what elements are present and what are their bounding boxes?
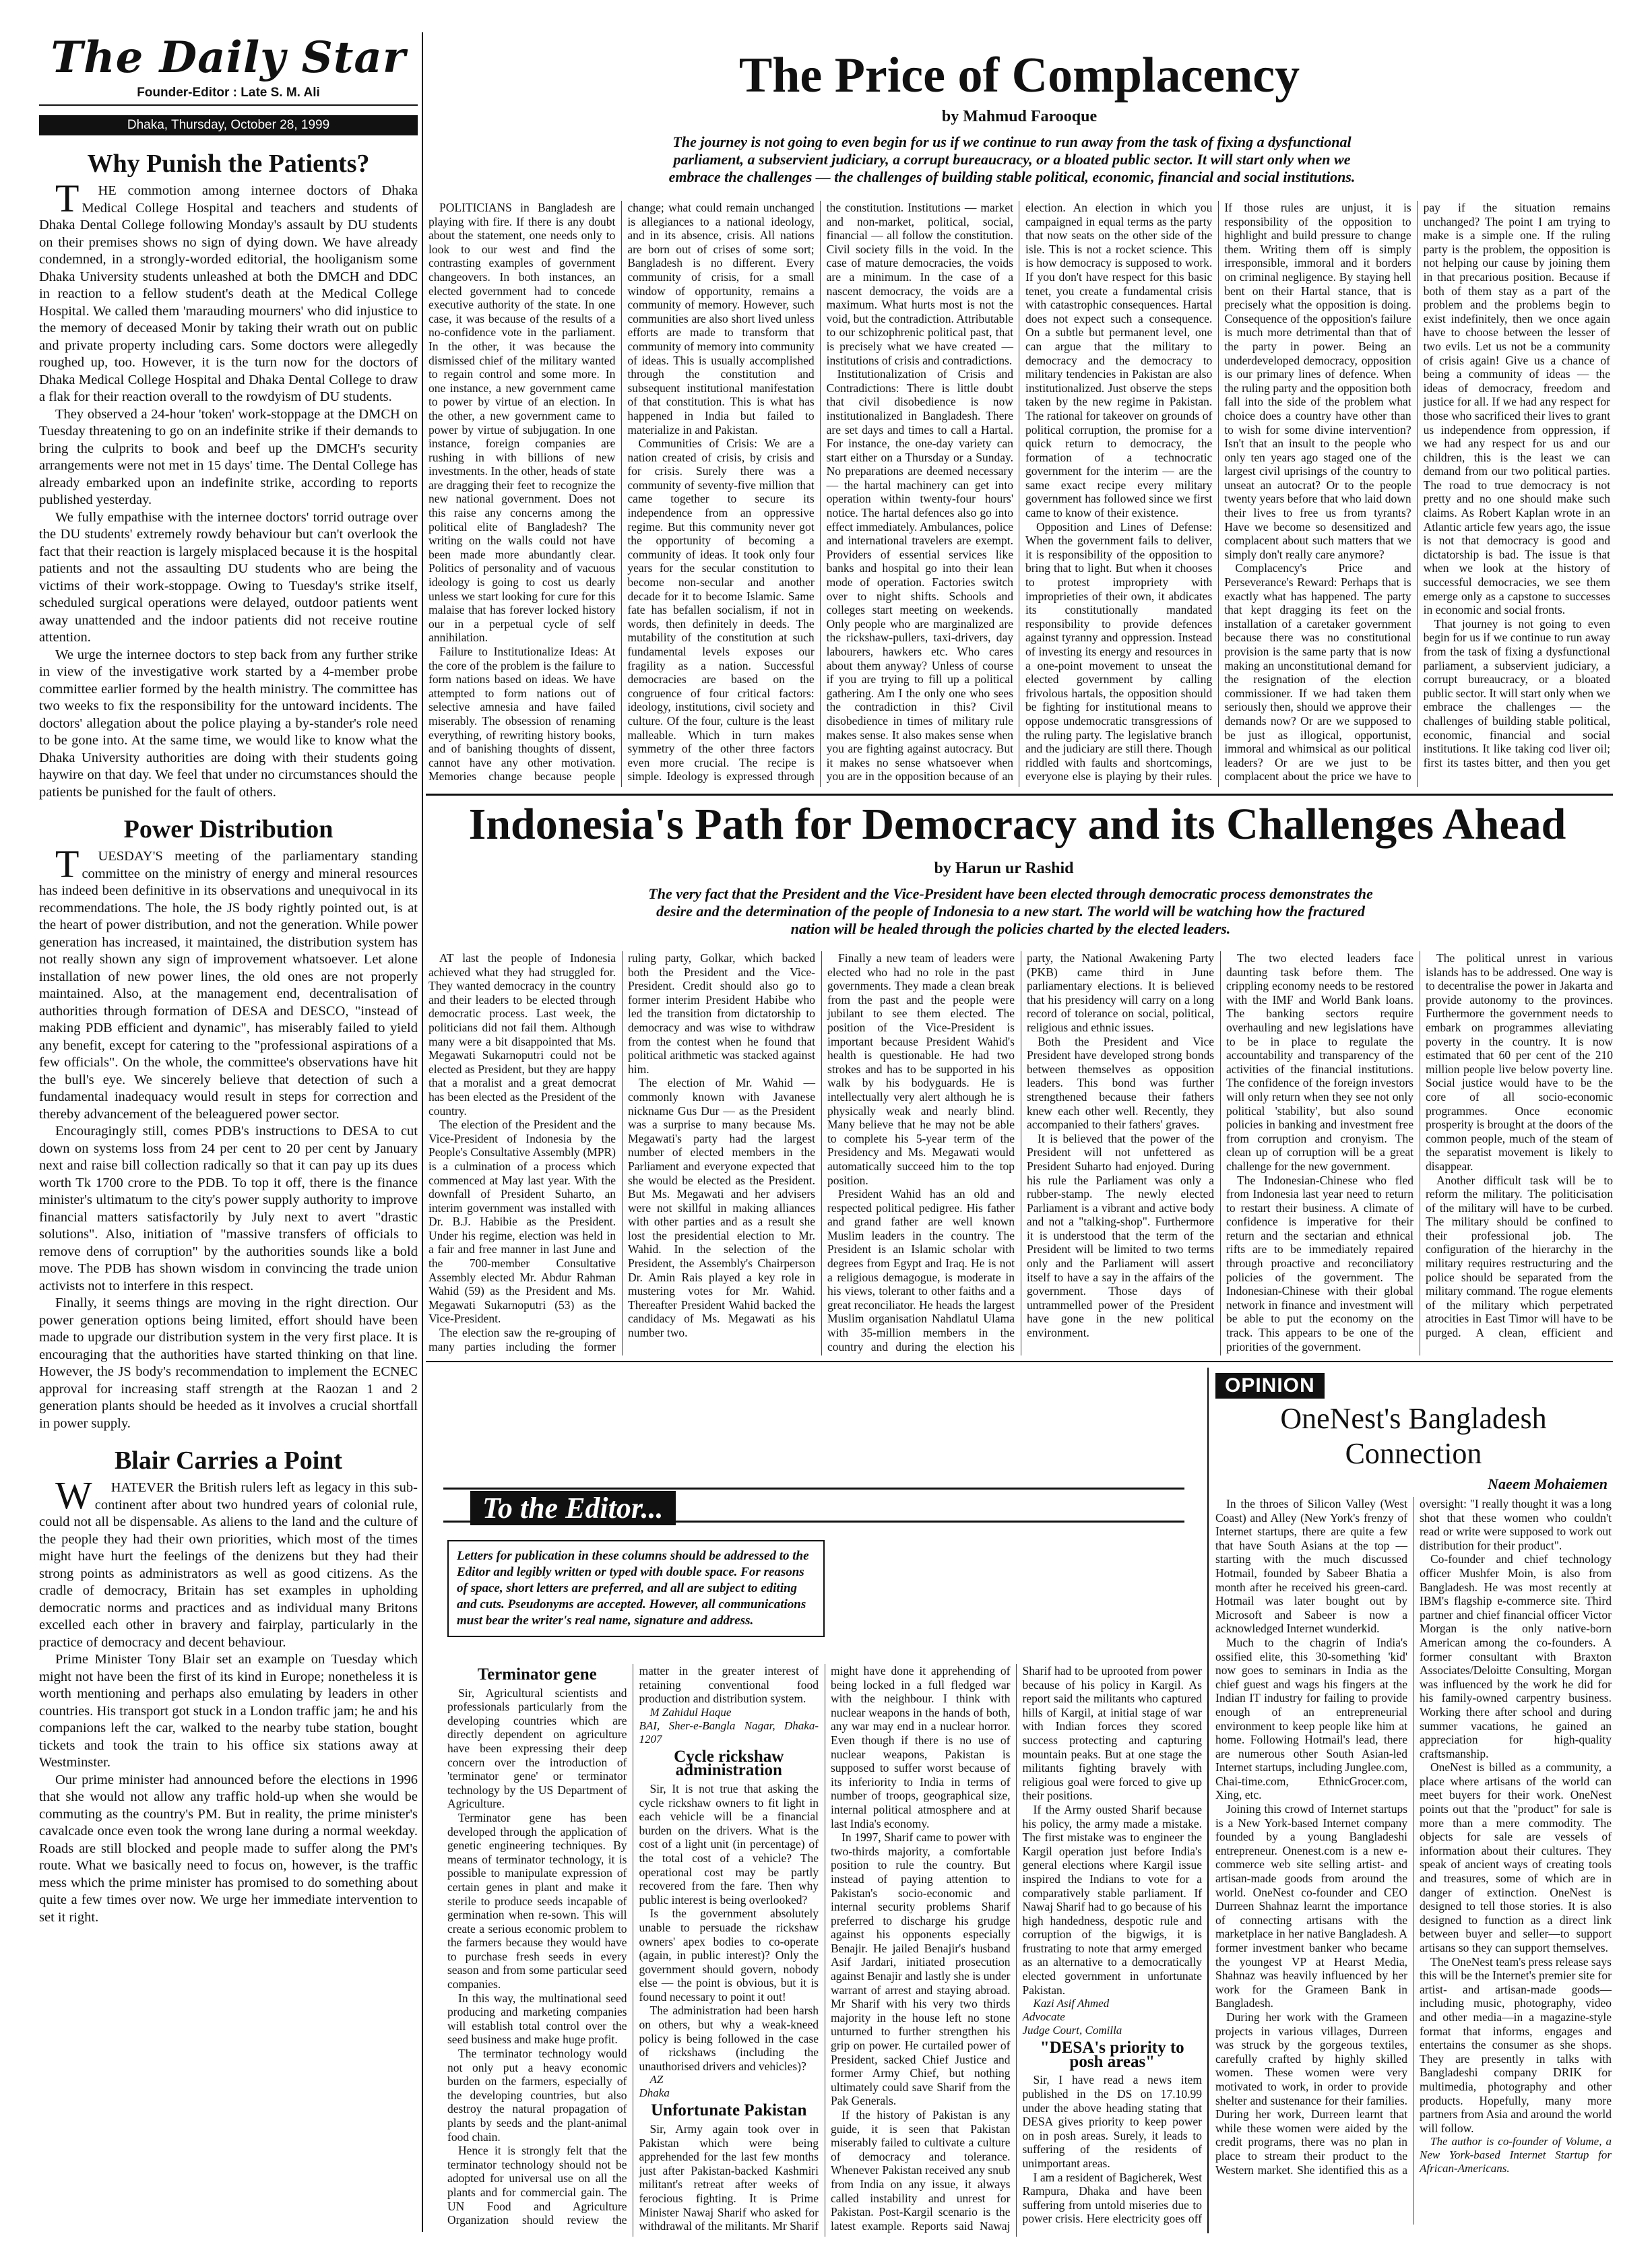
- editorial-paragraph: Encouragingly still, comes PDB's instructions to DESA to cut down on systems loss from 24 per cent to 20 per cent by January next and raise bill collection radically so that it can pay up its dues worth Tk 1700 crore to the PDB. To top it off, there is the finance minister's ultimatum to the city's power supply authority to improve financial matters satisfactorily by July next to avert "drastic solutions". Also, initiation of "massive transfers of officials to remove dens of corruption" by the authorities sounds like a bold move. The PDB has shown wisdom in convincing the trade union activists not to interfere in this respect.: [39, 1124, 418, 1294]
- letter-signature: Kazi Asif Ahmed Advocate Judge Court, Comilla: [1022, 1997, 1122, 2037]
- article-indonesia-body: [428, 951, 1613, 1355]
- article-paragraph: That journey is not going to even begin for us if we continue to run away from the task of fixing a dysfunctional parliament, a subservient judiciary, a corrupt bureaucracy, or a bloated public sector. It will start only when we embrace the challenges — the challenges of building stable political, economic, financial and social institutions. It like taking cod liver oil; first its tastes bitter, and then you get: [1423, 616, 1610, 769]
- article-paragraph: Another difficult task will be to reform the military. The politicisation of the military will have to be curbed. The military should be confined to their professional job. The configuration of the hierarchy in the military requires restructuring and the police should be separated from the military command. The rogue elements of the military which perpetrated atrocities in East Timor will have to be purged. A clean, efficient and: [1426, 1173, 1613, 1340]
- article-title: The Price of Complacency: [738, 48, 1300, 103]
- letter-paragraph: In this way, the multinational seed producing and marketing companies will establish total control over the seed business and make huge profit.: [447, 1991, 627, 2047]
- editorial-body: [39, 177, 418, 801]
- article-paragraph: AT last the people of Indonesia achieved what they had struggled for. They wanted democracy in the country and their leaders to be elected through democratic process. Last week, the politicians did not fail them. Although many were a bit disappointed that Ms. Megawati Sukarnoputri could not be elected as President, but they are happy that a moralist and a great democrat has been elected as the President of the country.: [428, 951, 616, 1118]
- editorial-paragraph: They observed a 24-hour 'token' work-stoppage at the DMCH on Tuesday threatening to go on an indefinite strike if their demands to bring the culprits to book and beef up the DMCH's security arrangements were not met in 15 days' time. The Dental College has already embarked upon an indefinite strike, according to reports published yesterday.: [39, 406, 418, 507]
- article-indonesia-byline: by Harun ur Rashid: [934, 860, 1074, 877]
- letter-paragraph: Sir, I have read a news item published in the DS on 17.10.99 under the above heading stating that DESA gives priority to keep power on in posh areas. Surely, it leads to suffering of the residents of unimportant areas.: [1022, 2073, 1202, 2170]
- article-body: [428, 201, 1610, 787]
- letter-title: Unfortunate Pakistan: [651, 2101, 807, 2120]
- opinion-author-note: The author is co-founder of Volume, a New York-based Internet Startup for African-Americans.: [1420, 2135, 1612, 2175]
- article-paragraph: OneNest is billed as a community, a place where artisans of the world can meet buyers for their work. OneNest points out that the "product" for sale is more than a mere commodity. The objects for sale are vessels of information about their cultures. They speak of ancient ways of creating tools and treasures, some of which are in danger of extinction. OneNest is designed to tell those stories. It is also designed to function as a direct link between buyer and seller—to support artisans so they can support themselves.: [1420, 1760, 1612, 1954]
- editorial-paragraph: WHATEVER the British rulers left as legacy in this sub-continent after about two hundred years of colonial rule, could not all be dispensable. As aliens to the land and the culture of the people they had their own priorities, which most of the times might have hurt the feelings of the denizens but they had their strong points as administrators as well as good citizens. As the cradle of democracy, Britain has set examples in upholding democratic norms and practices and as individual many Britons excelled each other in bravery and fairplay, particularly in the practice of democracy and decent behaviour.: [39, 1473, 418, 1650]
- letter-paragraph: Hence it is strongly felt that the terminator technology should not be adopted for universal use on all the plants and for commercial gain. The UN Food and Agriculture Organization should review the matter in the greater interest of retaining conventional food production and distribution system.: [447, 1664, 819, 2227]
- article-indonesia-title: Indonesia's Path for Democracy and its Challenges Ahead: [468, 800, 1566, 849]
- article-paragraph: Opposition and Lines of Defense: When the government fails to deliver, it is responsibility of the opposition to bring that to light. But when it chooses to protest impropriety with improprieties of their own, it abdicates its constitutionally mandated responsibility to provide defences against tyranny and oppression. Instead of investing its energy and resources in a one-point movement to unseat the elected government by calling frivolous hartals, the opposition should be fighting for institutional means to oppose undemocratic transgressions of the ruling party. The legislative branch and the judiciary are still there. Though riddled with faults and shortcomings, everyone else is playing by their rules. If those rules are unjust, it is responsibility of the opposition to highlight and build pressure to change them. Writing them off is simply irresponsible, immoral and it borders on criminal negligence. By staying hell bent on their Hartal stance, that is precisely what the opposition is doing. Consequence of the opposition's failure is much more detrimental than that of the party in power. Being an underdeveloped democracy, opposition is our primary lines of defence. When the ruling party and the opposition both fall into the side of the problem what choice does a country have other than to wish for some divine intervention? Isn't that an insult to the people who only ten years ago staged one of the largest civil uprisings of the country to unseat an autocrat? Or to the people twenty years before that who laid down their lives to free us from tyrants? Have we become so desensitized and complacent about such matters that we simply don't really care anymore?: [1025, 201, 1411, 784]
- article-paragraph: It is believed that the power of the President will not unfettered as President Suharto had enjoyed. During his rule the Parliament was only a rubber-stamp. The newly elected Parliament is a vibrant and active body and not a "talking-shop". Furthermore it is understood that the term of the President will be limited to two terms only and the Parliament will assert itself to have a say in the affairs of the government. Those days of untrammelled power of the President have gone in the new political environment.: [1027, 1131, 1214, 1340]
- article-paragraph: Communities of Crisis: We are a nation created of crisis, by crisis and for crisis. Surely there was a community of seventy-five million that came together to secure its independence from an oppressive regime. But this community never got the opportunity of becoming a community of ideas. It took only four years for the secular constitution to become non-secular and another decade for it to become Islamic. Same fate has befallen socialism, if not in words, then definitely in deeds. The mutability of the constitution at such fundamental levels exposes our fragility as a nation. Successful democracies are based on the congruence of four critical factors: ideology, institutions, civil society and culture. Of the four, culture is the least malleable. Which in turn makes symmetry of the other three factors even more crucial. The recipe is simple. Ideology is expressed through the constitution. Institutions — market and non-market, political, social, financial — all follow the constitution. Civil society fills in the void. In the case of mature democracies, the voids are a minimum. In the case of a nascent democracy, the voids are a maximum. What hurts most is not the void, but the contradiction. Attributable to our schizophrenic political past, that is precisely what we have created — institutions of crisis and contradictions.: [627, 201, 1013, 784]
- article-paragraph: The two elected leaders face daunting task before them. The crippling economy needs to be restored with the IMF and World Bank loans. The banking sectors require overhauling and new legislations have to be in place to regulate the accountability and transparency of the activities of the financial institutions. The confidence of the foreign investors will only return when they see not only political 'stability', but also sound policies in banking and investment free from corruption and cronyism. The clean up of corruption will be a great challenge for the new government.: [1226, 951, 1413, 1173]
- editorial-title: Power Distribution: [123, 815, 333, 843]
- editorials: [39, 149, 418, 1926]
- editorial-paragraph: Prime Minister Tony Blair set an example on Tuesday which might not have been the first of its kind in Europe; nonetheless it is worth mentioning and perhaps also emulating by leaders in other countries. His transport got stuck in a London traffic jam; he and his companions left the car, walked to the nearby tube station, bought tickets and took the train to his office six stations away at Westminster.: [39, 1652, 418, 1770]
- letters-body: [447, 1664, 1202, 2237]
- opinion-section: [1215, 1373, 1612, 2233]
- article-paragraph: Institutionalization of Crisis and Contradictions: There is little doubt that civil disobedience is now institutionalized in Bangladesh. There are set days and times to call a Hartal. For instance, the one-day variety can start either on a Thursday or a Sunday. No preparations are deemed necessary — the hartal machinery can get into operation within twenty-four hours' notice. The hartal defences also go into effect immediately. Ambulances, police and international travelers are exempt. Providers of essential services like banks and hospital go into their lean mode of operation. Factories switch over to night shifts. Schools and colleges start meeting on weekends. Only people who are marginalized are the rickshaw-pullers, taxi-drivers, day labourers, hawkers etc. Who cares about them anyway? Unless of course if you are trying to fill up a political gathering. Am I the only one who sees the contradiction in this? Civil disobedience in times of military rule makes sense. It also makes sense when you are fighting against autocracy. But it makes no sense whatsoever when you are in the opposition because of an election. An election in which you campaigned in equal terms as the party that now seats on the other side of the isle. This is not a rocket science. This is how democracy is supposed to work. If you don't have respect for this basic tenet, you create a fundamental crisis with catastrophic consequences. Hartal does not expect such a consequence. On a subtle but permanent level, one can argue that the military to democracy and the democracy to military tendencies in Pakistan are also institutionalized. Just observe the steps taken by the new regime in Pakistan. The rational for takeover on grounds of political corruption, the promise for a quick return to democracy, the formation of a technocratic government for the interim — are the same exact recipe every military government has followed since we first came to know of their existence.: [826, 201, 1213, 784]
- article-paragraph: The election of the President and the Vice-President of Indonesia by the People's Consultative Assembly (MPR) is a culmination of a process which commenced at May last year. With the downfall of President Suharto, an interim government was installed with Dr. B.J. Habibie as the President. Under his regime, election was held in a fair and free manner in last June and the 700-member Consultative Assembly elected Mr. Abdur Rahman Wahid (59) as the President and Ms. Megawati Sukarnoputri (53) as the Vice-President.: [428, 1118, 616, 1326]
- article-paragraph: The Indonesian-Chinese who fled from Indonesia last year need to return to restart their business. A climate of confidence is imperative for their return and the sectarian and ethnical rifts are to be immediately repaired through proactive and reconciliatory policies of the government. The Indonesian-Chinese with their global network in finance and investment will be able to put the economy on the track. This appears to be one of the priorities of the government.: [1226, 1173, 1413, 1353]
- masthead: [39, 32, 418, 106]
- article-paragraph: Much to the chagrin of India's ossified elite, this 30-something 'kid' now goes to seminars in India as the chief guest and wags his fingers at the Indian IT industry for failing to provide enough of an entrepreneurial environment to keep people like him at home. Following Hotmail's lead, there are numerous other South Asian-led Internet startups, including Junglee.com, Chai-time.com, EthnicGrocer.com, Xing, etc.: [1215, 1635, 1407, 1802]
- letter-paragraph: I am a resident of Bagicherek, West Rampura, Dhaka and have been suffering from untold miseries due to power crisis. Here electricity goes off: [1022, 2170, 1202, 2226]
- article-paragraph: During her work with the Grameen projects in various villages, Durreen was struck by the gorgeous textiles, carefully crafted by highly skilled women. These women were very motivated to work, in order to provide shelter and sustenance for their families. During her work, Durreen learnt that while these women were aided by the credit programs, there was no plan in place to stream their product to the Western market. She identified this as a oversight: "I really thought it was a long shot that these women who couldn't read or write were supposed to work out distribution for their product".: [1215, 1497, 1612, 2177]
- letter-paragraph: In 1997, Sharif came to power with two-thirds majority, a comfortable position to rule the country. But instead of paying attention to Pakistan's socio-economic and internal security problems Sharif preferred to discharge his grudge against his opponents especially Benajir. He jailed Benajir's husband Asif Jardari, initiated prosecution against Benajir and lastly she is under warrant of arrest and staying abroad. Mr Sharif with his very two thirds majority in the house left no stone unturned to further strengthen his grip on power. He curtailed power of President, sacked Chief Justice and former Army Chief, but nothing ultimately could save Sharif from the Pak Generals.: [831, 1830, 1011, 2108]
- article-paragraph: Finally a new team of leaders were elected who had no role in the past governments. They made a clean break from the past and the people were jubilant to see them elected. The position of the Vice-President is important because President Wahid's health is questionable. He had two strokes and has to be supported in his walk by his bodyguards. He is intellectually very alert although he is physically weak and nearly blind. Many believe that he may not be able to complete his 5-year term of the Presidency and Ms. Megawati would automatically succeed him to the top position.: [827, 951, 1015, 1187]
- letter-paragraph: The terminator technology would not only put a heavy economic burden on the farmers, especially of the developing countries, but also destroy the natural propagation of plants by seeds and the plant-animal food chain.: [447, 2047, 627, 2144]
- letter-signature: AZ Dhaka: [639, 2073, 670, 2100]
- letters-notice: Letters for publication in these columns should be addressed to the Editor and legibly written or typed with double space. For reasons of space, short letters are preferred, and all are subject to editing and cuts. Pseudonyms are accepted. However, all communications must bear the writer's real name, signature and address.: [447, 1540, 825, 1637]
- letter-paragraph: The administration had been harsh on others, but why a weak-kneed policy is being followed in the case of rickshaws (including the unauthorised drivers and vehicles)?: [639, 2004, 819, 2073]
- editorial-paragraph: THE commotion among internee doctors of Dhaka Medical College Hospital and teachers and students of Dhaka Dental College following Monday's assault by DU students on their premises shows no sign of dying down. We have already condemned, in a strongly-worded editorial, the hooliganism some Dhaka University students unleashed at both the DMCH and DDC in reaction to a fellow student's death at the Medical College Hospital. We called them 'marauding mourners' who did injustice to the memory of deceased Monir by taking their wrath out on public and private property including cars. Some doctors were allegedly roughed up, too. However, it is the turn now for the doctors of Dhaka Medical College Hospital and Dhaka Dental College to draw a flak for their reaction overall to the rowdyism of DU students.: [39, 177, 418, 404]
- article-paragraph: The OneNest team's press release says this will be the Internet's premier site for artist- and artisan-made goods—including music, photography, video and other media—in a magazine-style format that informs, engages and entertains the consumer as she shops. They are presently in talks with Bangladeshi company DRIK for multimedia, photography and other products. Hopefully, many more partners from Asia and around the world will follow.: [1420, 1954, 1612, 2135]
- editorial-body: [39, 842, 418, 1432]
- article-price-of-complacency: [426, 32, 1613, 790]
- article-indonesia-deck: The very fact that the President and the Vice-President have been elected through democratic process demonstrates the desire and the determination of the people of Indonesia to a new start. The world will be watching how the fractured nation will be healed through the policies charted by the elected leaders.: [648, 885, 1373, 937]
- article-paragraph: The election of Mr. Wahid — commonly known with Javanese nickname Gus Dur — as the President was a surprise to many because Ms. Megawati's party had the largest number of elected members in the Parliament and everyone expected that she would be elected as the President. But Ms. Megawati and her advisers were not skillful in making alliances with other parties and as a result she lost the presidential election to Mr. Wahid. In the selection of the President, the Assembly's Chairperson Dr. Amin Rais played a key role in mustering votes for Mr. Wahid. Thereafter President Wahid backed the candidacy of Ms. Megawati as his number two.: [628, 1076, 815, 1340]
- letter-paragraph: Sir, Army again took over in Pakistan which were being apprehended for the last few months just after Pakistan-backed Kashmiri militant's retreat after weeks of ferocious fighting. It is Prime Minister Nawaj Sharif who asked for withdrawal of the militants. Mr Sharif might have done it apprehending of being locked in a full fledged war with the neighbour. I think with nuclear weapons in the hands of both, any war may end in a nuclear horror. Even though if there is no use of nuclear weapons, Pakistan is supposed to suffer worst because of its inferiority to India in terms of number of troops, geographical size, internal political atmosphere and at last India's economy.: [639, 1664, 1011, 2233]
- opinion-body: [1215, 1497, 1612, 2225]
- article-paragraph: The election saw the re-grouping of many parties including the former ruling party, Golkar, which backed both the President and the Vice-President. Credit should also go to former interim President Habibe who led the transition from dictatorship to democracy and was wise to withdraw from the contest when he found that political arithmetic was stacked against him.: [428, 951, 815, 1353]
- editorial-paragraph: We urge the internee doctors to step back from any further strike in view of the investigative work started by a 4-member probe committee earlier formed by the health ministry. The committee has two weeks to fix the responsibility for the untoward incidents. The doctors' allegation about the police playing a by-stander's role need to be gone into. At the same time, we would like to know what the Dhaka University authorities are doing with their students going haywire on that day. We feel that under no circumstances should the patients be punished for the fault of others.: [39, 647, 418, 800]
- letter-paragraph: Sir, Agricultural scientists and professionals particularly from the developing countries which are directly dependent on agriculture have been expressing their deep concern over the introduction of 'terminator gene' or terminator technology by the US Department of Agriculture.: [447, 1686, 627, 1811]
- letter-paragraph: Is the government absolutely unable to persuade the rickshaw owners' apex bodies to co-operate (again, in public interest)? Only the government should govern, nobody else — the point is obvious, but it is found necessary to point it out!: [639, 1907, 819, 2004]
- article-paragraph: Joining this crowd of Internet startups is a New York-based Internet company founded by a young Bangladeshi entrepreneur. Onenest.com is a new e-commerce web site selling artist- and artisan-made goods from around the world. OneNest co-founder and CEO Durreen Shahnaz learnt the importance of connecting artisans with the marketplace in her native Bangladesh. A former investment banker who became the youngest VP at Hearst Media, Shahnaz was heavily influenced by her work for the Grameen Bank in Bangladesh.: [1215, 1802, 1407, 2010]
- article-paragraph: Failure to Institutionalize Ideas: At the core of the problem is the failure to form nations based on ideas. We have attempted to form nations out of selective amnesia and have failed miserably. The obsession of renaming everything, of rewriting history books, and of banishing thoughts of dissent, cannot have any other motivation. Memories change because people change; what could remain unchanged is allegiances to a national ideology, and in its absence, crisis. All nations are born out of crises of some sort; Bangladesh is no different. Every community of crisis, for a small window of opportunity, remains a community of memory. However, such communities are also short lived unless efforts are made to transform that community of memory into community of ideas. This is usually accomplished through the constitution and subsequent institutional manifestation of that constitution. This is what has happened in India but failed to materialize in and Pakistan.: [428, 201, 815, 784]
- newspaper-name: The Daily Star: [51, 32, 406, 83]
- editorial-paragraph: Finally, it seems things are moving in the right direction. Our power generation options being limited, effort should have been made to upgrade our distribution system in the very first place. It is encouraging that the authorities have started thinking on that line. However, the JS body's recommendation to implement the ECNEC approval for increasing staff strength at the Raozan 1 and 2 generation plants should be heeded as it involves a crucial shortfall in power supply.: [39, 1296, 418, 1431]
- editorial-column: [39, 32, 418, 2232]
- article-paragraph: Both the President and Vice President have developed strong bonds between themselves as opposition leaders. This bond was further strengthened because their fathers knew each other well. Recently, they accompanied to their fathers' graves.: [1027, 1034, 1214, 1132]
- article-paragraph: President Wahid has an old and respected political pedigree. His father and grand father are well known Muslim leaders in the country. The President is an Islamic scholar with degrees from Egypt and Iraq. He is not a religious demagogue, is moderate in his views, tolerant to other faiths and a great reconciliator. He heads the largest Muslim organisation Nahdlatul Ulama with 35-million members in the country and during the election his party, the National Awakening Party (PKB) came third in June parliamentary elections. It is believed that his presidency will carry on a long record of tolerance on social, political, religious and ethnic issues.: [827, 951, 1214, 1353]
- section-rule-2: [426, 1361, 1613, 1362]
- founder-line: Founder-Editor : Late S. M. Ali: [137, 86, 320, 100]
- letter-title: Terminator gene: [477, 1665, 597, 1684]
- opinion-title: OneNest's Bangladesh Connection: [1280, 1402, 1547, 1470]
- column-rule: [422, 32, 423, 2232]
- editorial-title: Blair Carries a Point: [114, 1446, 343, 1475]
- letter-paragraph: Sir, It is not true that asking the cycle rickshaw owners to fit light in each vehicle will be a financial burden on the drivers. What is the cost of a light unit (in percentage) of the total cost of a vehicle? The operational cost may be partly recovered from the fare. Then why public interest is being overlooked?: [639, 1781, 819, 1907]
- article-byline: by Mahmud Farooque: [941, 108, 1098, 125]
- letters-banner: [443, 1488, 1184, 1523]
- article-paragraph: Co-founder and chief technology officer Mushfer Moin, is also from Bangladesh. He was most recently at IBM's flagship e-commerce site. Third partner and chief financial officer Victor Morgan is the only native-born American among the co-founders. A former consultant with Braxton Associates/Deloitte Consulting, Morgan was influenced by the work he did for his family-owned carpentry business. Working there after school and during summer vacations, he gained an appreciation for high-quality craftsmanship.: [1420, 1552, 1612, 1760]
- article-paragraph: In the throes of Silicon Valley (West Coast) and Alley (New York's frenzy of Internet startups, there are quite a few that have South Asians at the top — starting with the much discussed Hotmail, founded by Sabeer Bhatia a month after he received his green-card. Hotmail was later bought out by Microsoft and Sabeer is now a acknowledged Internet wunderkid.: [1215, 1497, 1407, 1636]
- opinion-tag: OPINION: [1215, 1373, 1325, 1399]
- editorial-title: Why Punish the Patients?: [87, 150, 370, 178]
- opinion-rule: [1207, 1368, 1209, 2233]
- letters-banner-label: To the Editor...: [470, 1491, 676, 1525]
- editorial-paragraph: Our prime minister had announced before the elections in 1996 that she would not allow any traffic hold-up when she would be commuting as the country's PM. But in reality, the prime minister's cavalcade once even took the wrong lane during a normal weekday. Roads are still blocked and people made to suffer along the PM's route. What we basically need to focus on, however, is the traffic mess which the prime minister has promised to do something about quite a few times over now. We urge her immediate intervention to set it right.: [39, 1772, 418, 1925]
- editorial-paragraph: We fully empathise with the internee doctors' torrid outrage over the DU students' extremely rowdy behaviour but can't overlook the fact that their reaction is largely misplaced because it is the hospital patients and not the assaulting DU students who are being the victims of their work-stoppage. Owing to Tuesday's strike itself, scheduled surgical operations were delayed, outdoor patients went away unattended and the indoor patients did not receive routine attention.: [39, 509, 418, 645]
- letter-paragraph: Terminator gene has been developed through the application of genetic engineering techniques. By means of terminator technology, it is possible to manipulate expression of certain genes in plant and make it sterile to produce seeds incapable of germination when re-sown. This will create a serious economic problem to the farmers because they would have to purchase fresh seeds in every season and from some particular seed companies.: [447, 1810, 627, 1991]
- article-paragraph: POLITICIANS in Bangladesh are playing with fire. If there is any doubt about the statement, one needs only to look to our west and find the contrasting examples of government changeovers. In both instances, an elected government had to concede executive authority of the state. In one case, it was because of the results of a no-confidence vote in the parliament. In the other, it was because the dismissed chief of the military wanted to regain control and some more. In one instance, a new government came to power by virtue of an election. In the other, a new government came to power by virtue of subjugation. In one instance, foreign companies are rushing in with billions of new investments. In the other, heads of state are dragging their feet to recognize the new national government. Does not this raise any concerns among the political elite of Bangladesh? The writing on the walls could not have been made more abundantly clear. Politics of personality and of vacuous ideology is going to cost us dearly unless we start looking for cure for this malaise that has forever locked history our in a perpetual cycle of self annihilation.: [428, 201, 616, 645]
- article-paragraph: Complacency's Price and Perseverance's Reward: Perhaps that is exactly what has happened. The party that kept dragging its feet on the installation of a caretaker government because there was no constitutional provision is the same party that is now making an unconstitutional demand for the resignation of the election commissioner. If we had taken them seriously then, should we approve their demands now? Or are we supposed to be just as illogical, opportunist, immoral and whimsical as our political leaders? Or are we just to be complacent about the price we have to pay if the situation remains unchanged? The point I am trying to make is a simple one. If the ruling party is the problem, the opposition is not helping our cause by joining them in that precarious position. Because if both of them stay as a part of the problem and the problems begin to exist indefinitely, then we once again have to choose between the lesser of two evils. Let us not be a community of crisis again! Give us a chance of being a community of ideas — the ideas of democracy, freedom and justice for all. If we had any respect for those who sacrificed their lives to grant us independence from oppression, if we had any respect for us and our children, this is the least we can demand from our two political parties. The road to true democracy is not pretty and no one should make such claims. As Robert Kaplan wrote in an Atlantic article few years ago, the issue is not that democracy is good and dictatorship is bad. The issue is that when we look at the history of successful democracies, we see them emerge only as a capstone to successes in economic and social fronts.: [1224, 201, 1610, 784]
- letter-paragraph: If the Army ousted Sharif because his policy, the army made a mistake. The first mistake was to engineer the Kargil operation just before India's general elections where Kargil issue inspired the Indians to vote for a comparatively stable parliament. If Nawaj Sharif had to go because of his high handedness, despotic rule and corruption of the bigwigs, it is frustrating to note that army emerged as an alternative to a democratically elected government in unfortunate Pakistan.: [1022, 1802, 1202, 1997]
- section-rule: [426, 794, 1613, 796]
- letter-title: "DESA's priority to posh areas": [1040, 2039, 1184, 2071]
- article-deck: The journey is not going to even begin for us if we continue to run away from the task of fixing a dysfunctional parliament, a subservient judiciary, a corrupt bureaucracy, or a bloated public sector. It will start only when we embrace the challenges — the challenges of building stable political, economic, financial and social institutions.: [668, 133, 1356, 185]
- editorial-body: [39, 1473, 418, 1926]
- letter-signature: M Zahidul Haque BAI, Sher-e-Bangla Nagar, Dhaka-1207: [639, 1705, 819, 1746]
- article-paragraph: The political unrest in various islands has to be addressed. One way is to decentralise the power in Jakarta and provide autonomy to the provinces. Furthermore the government needs to embark on programmes alleviating poverty in the country. It is now estimated that 60 per cent of the 210 million people live below poverty line. Social justice would have to be the core of all socio-economic programmes. Once economic prosperity is brought at the doors of the common people, much of the steam of the separatist movement is likely to disappear.: [1426, 951, 1613, 1173]
- editorial-paragraph: TUESDAY'S meeting of the parliamentary standing committee on the ministry of energy and mineral resources has indeed been definitive in its observations and unequivocal in its recommendations. The hole, the JS body rightly pointed out, is at the heart of power distribution, and not the generation. While power generation has increased, it maintained, the distribution system has not really shown any sign of improvement whatsoever. Let alone installation of new power lines, the old ones are not properly maintained. Also, at the management end, decentralisation of authorities through formation of DESA and DESCO, "instead of making PDB efficient and dynamic", has miserably failed to yield any benefit, except for catering to the "professional aspirations of a few officials". On the whole, the committee's observations have hit the bull's eye. We sincerely believe that detection of such a fundamental inadequacy would result in steps for correction and thereby advancement of the beleaguered power sector.: [39, 842, 418, 1122]
- letter-title: Cycle rickshaw administration: [674, 1747, 784, 1780]
- opinion-byline: Naeem Mohaiemen: [1488, 1475, 1608, 1492]
- letter-paragraph: If the history of Pakistan is any guide, it is seen that Pakistan miserably failed to cultivate a culture of democracy and tolerance. Whenever Pakistan received any snub from India on any issue, it always called instability and unrest for Pakistan. Post-Kargil scenario is the latest example. Reports said Nawaj Sharif had to be uprooted from power because of his policy in Kargil. As report said the militants who captured hills of Kargil, at initial stage of war with Indian forces they scored success protecting and capturing mountain peaks. But at one stage the militants fighting bravely with religious goal were forced to give up their positions.: [831, 1664, 1202, 2233]
- dateline: Dhaka, Thursday, October 28, 1999: [39, 115, 418, 135]
